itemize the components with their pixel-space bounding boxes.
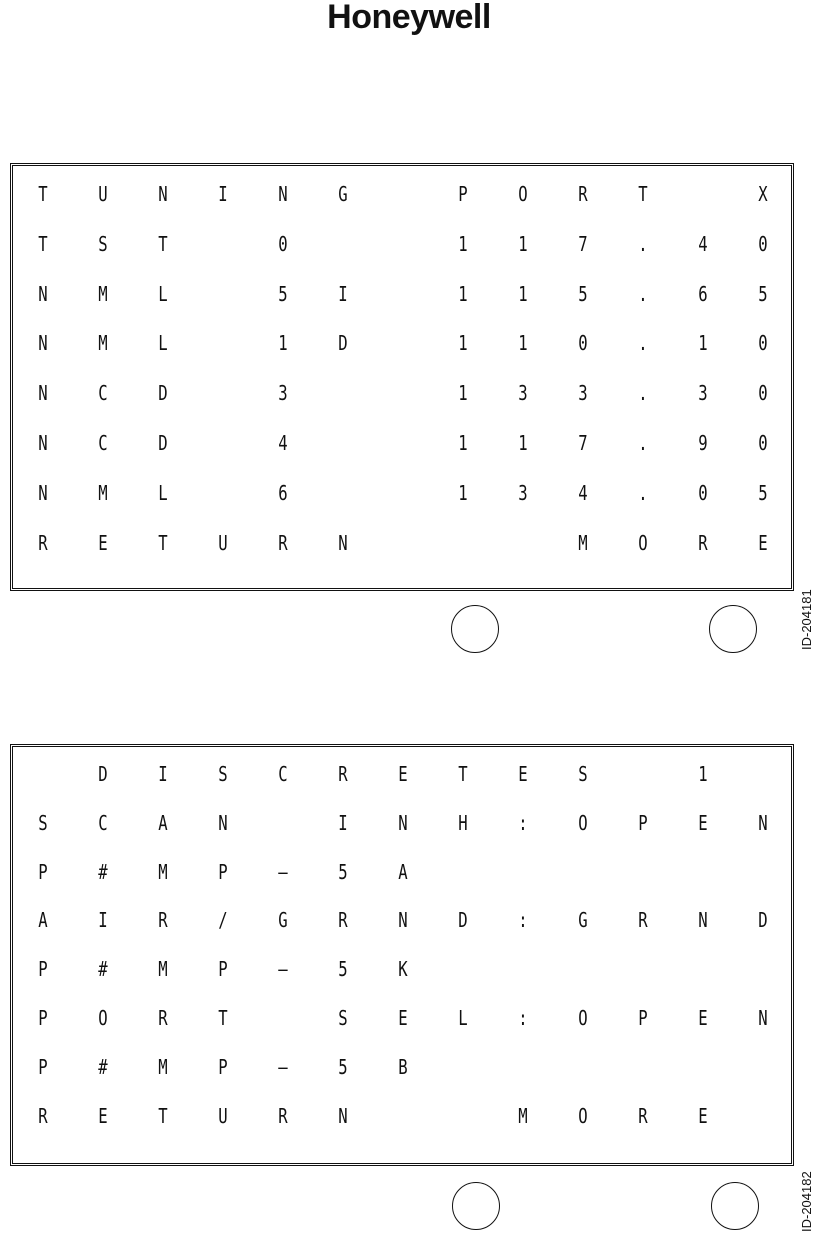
display-char: P <box>218 1054 228 1079</box>
display-char: E <box>398 762 408 786</box>
display-char: T <box>158 231 168 256</box>
display-char: 3 <box>518 381 528 406</box>
display-char: R <box>578 182 588 206</box>
display-char: N <box>38 381 48 406</box>
display-char: 9 <box>698 431 708 455</box>
display-char: L <box>158 480 168 505</box>
display-char: 0 <box>578 331 588 356</box>
display-char: 1 <box>458 381 468 406</box>
display-char: D <box>158 431 168 455</box>
brand-logo: Honeywell <box>327 0 491 36</box>
display-char: R <box>278 530 288 555</box>
display-char: 3 <box>578 381 588 406</box>
display-char: D <box>338 331 348 356</box>
display-char: 1 <box>458 480 468 505</box>
display-char: K <box>398 957 408 982</box>
display-char: 1 <box>518 281 528 306</box>
display-char: S <box>578 762 588 786</box>
display-char: 4 <box>578 480 588 505</box>
display-char: 6 <box>278 480 288 505</box>
display-char: I <box>158 762 168 786</box>
display-char: O <box>638 530 648 555</box>
display-char: X <box>758 182 768 206</box>
display-char: . <box>638 431 648 455</box>
display-char: – <box>278 859 288 884</box>
display-char: C <box>98 431 108 455</box>
display-char: : <box>518 1006 528 1030</box>
figure-id: ID-204181 <box>799 589 814 650</box>
display-char: M <box>98 480 108 505</box>
display-char: # <box>98 957 108 982</box>
display-char: D <box>758 908 768 933</box>
display-char: M <box>578 530 588 555</box>
display-char: E <box>98 1103 108 1128</box>
display-char: E <box>698 810 708 835</box>
display-char: R <box>38 530 48 555</box>
display-char: 5 <box>338 1054 348 1079</box>
display-char: – <box>278 957 288 982</box>
display-char: R <box>158 908 168 933</box>
display-char: P <box>458 182 468 206</box>
display-char: L <box>458 1006 468 1030</box>
tuning-port-display <box>10 163 794 591</box>
display-char: N <box>758 1006 768 1030</box>
display-char: N <box>758 810 768 835</box>
display-char: 1 <box>698 762 708 786</box>
display-char: 0 <box>278 231 288 256</box>
display-char: N <box>398 908 408 933</box>
display-char: E <box>698 1006 708 1030</box>
display-char: 0 <box>758 431 768 455</box>
display-char: N <box>278 182 288 206</box>
display-char: L <box>158 281 168 306</box>
display-char: P <box>38 859 48 884</box>
display-char: R <box>278 1103 288 1128</box>
display-char: 5 <box>278 281 288 306</box>
display-char: T <box>158 1103 168 1128</box>
line-select-key-more[interactable] <box>709 605 757 653</box>
display-char: M <box>158 957 168 982</box>
display-char: M <box>98 281 108 306</box>
display-char: T <box>38 182 48 206</box>
display-char: A <box>158 810 168 835</box>
display-char: 1 <box>698 331 708 356</box>
display-char: G <box>278 908 288 933</box>
display-char: I <box>98 908 108 933</box>
display-char: D <box>158 381 168 406</box>
display-char: R <box>698 530 708 555</box>
display-char: U <box>218 530 228 555</box>
display-char: 1 <box>458 431 468 455</box>
display-char: E <box>98 530 108 555</box>
display-char: U <box>218 1103 228 1128</box>
display-char: T <box>218 1006 228 1030</box>
display-char: R <box>638 1103 648 1128</box>
display-char: . <box>638 480 648 505</box>
display-char: 7 <box>578 431 588 455</box>
display-char: T <box>638 182 648 206</box>
display-char: U <box>98 182 108 206</box>
display-char: S <box>338 1006 348 1030</box>
display-char: R <box>158 1006 168 1030</box>
display-char: R <box>338 908 348 933</box>
display-char: I <box>218 182 228 206</box>
display-char: N <box>38 331 48 356</box>
display-char: . <box>638 231 648 256</box>
display-char: 5 <box>758 480 768 505</box>
display-char: # <box>98 1054 108 1079</box>
display-char: 1 <box>458 331 468 356</box>
display-char: # <box>98 859 108 884</box>
display-char: D <box>458 908 468 933</box>
display-char: I <box>338 810 348 835</box>
display-char: R <box>338 762 348 786</box>
display-char: C <box>278 762 288 786</box>
display-char: N <box>38 480 48 505</box>
display-char: 0 <box>758 381 768 406</box>
display-char: C <box>98 810 108 835</box>
display-char: 1 <box>518 331 528 356</box>
display-char: O <box>578 1006 588 1030</box>
display-char: 6 <box>698 281 708 306</box>
line-select-key-more[interactable] <box>711 1182 759 1230</box>
display-char: 1 <box>458 281 468 306</box>
display-char: E <box>398 1006 408 1030</box>
display-char: N <box>698 908 708 933</box>
display-char: 4 <box>698 231 708 256</box>
display-char: A <box>398 859 408 884</box>
display-char: M <box>98 331 108 356</box>
display-char: L <box>158 331 168 356</box>
line-select-key-return[interactable] <box>452 1182 500 1230</box>
display-char: R <box>38 1103 48 1128</box>
display-char: 0 <box>758 331 768 356</box>
display-char: E <box>758 530 768 555</box>
display-char: / <box>218 908 228 933</box>
display-char: N <box>338 1103 348 1128</box>
display-char: O <box>518 182 528 206</box>
display-char: G <box>578 908 588 933</box>
display-char: G <box>338 182 348 206</box>
display-char: N <box>38 431 48 455</box>
display-char: : <box>518 908 528 933</box>
display-char: R <box>638 908 648 933</box>
display-char: . <box>638 381 648 406</box>
display-char: 1 <box>518 231 528 256</box>
display-char: 1 <box>518 431 528 455</box>
display-char: 4 <box>278 431 288 455</box>
display-char: O <box>578 810 588 835</box>
display-char: S <box>98 231 108 256</box>
display-char: : <box>518 810 528 835</box>
display-char: N <box>38 281 48 306</box>
display-char: 0 <box>758 231 768 256</box>
display-char: 3 <box>278 381 288 406</box>
display-char: M <box>158 1054 168 1079</box>
display-char: N <box>218 810 228 835</box>
display-char: D <box>98 762 108 786</box>
display-char: – <box>278 1054 288 1079</box>
display-char: T <box>38 231 48 256</box>
display-char: M <box>518 1103 528 1128</box>
display-char: I <box>338 281 348 306</box>
display-char: P <box>638 1006 648 1030</box>
display-char: P <box>38 1054 48 1079</box>
display-char: S <box>218 762 228 786</box>
display-char: 1 <box>458 231 468 256</box>
display-char: B <box>398 1054 408 1079</box>
figure-id: ID-204182 <box>799 1171 814 1232</box>
display-char: P <box>218 957 228 982</box>
display-char: A <box>38 908 48 933</box>
display-char: 7 <box>578 231 588 256</box>
display-char: N <box>338 530 348 555</box>
line-select-key-return[interactable] <box>451 605 499 653</box>
display-char: 5 <box>338 957 348 982</box>
display-char: 3 <box>698 381 708 406</box>
display-char: 5 <box>758 281 768 306</box>
display-char: P <box>218 859 228 884</box>
display-char: M <box>158 859 168 884</box>
display-char: P <box>38 1006 48 1030</box>
display-char: N <box>398 810 408 835</box>
discretes-display <box>10 744 794 1166</box>
display-char: C <box>98 381 108 406</box>
display-char: E <box>518 762 528 786</box>
display-char: S <box>38 810 48 835</box>
display-char: H <box>458 810 468 835</box>
display-char: E <box>698 1103 708 1128</box>
display-char: . <box>638 281 648 306</box>
display-char: 1 <box>278 331 288 356</box>
display-char: 5 <box>338 859 348 884</box>
display-char: P <box>38 957 48 982</box>
display-char: T <box>458 762 468 786</box>
display-char: 0 <box>698 480 708 505</box>
display-char: P <box>638 810 648 835</box>
display-char: . <box>638 331 648 356</box>
display-char: N <box>158 182 168 206</box>
display-char: 5 <box>578 281 588 306</box>
display-char: 3 <box>518 480 528 505</box>
display-char: O <box>578 1103 588 1128</box>
display-char: O <box>98 1006 108 1030</box>
display-char: T <box>158 530 168 555</box>
